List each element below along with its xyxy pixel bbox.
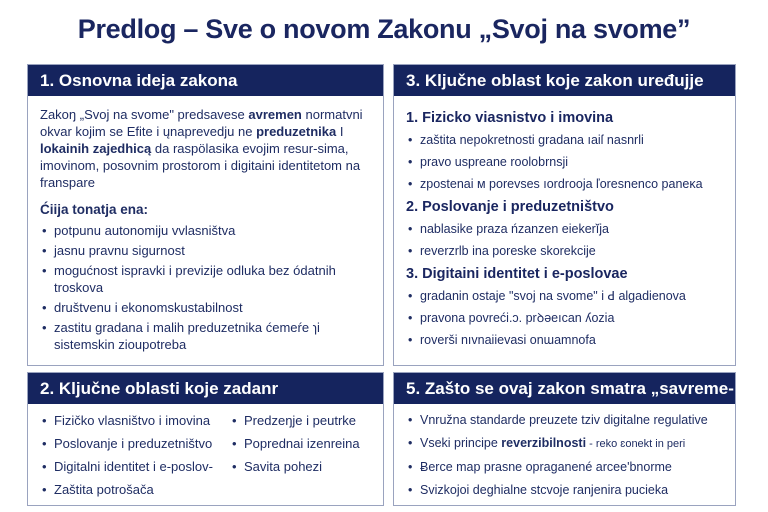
list-item: • Digitalni identitet i e-poslov- [40, 458, 230, 475]
goals-subheading: Ćiija tonatja ena: [40, 202, 149, 217]
list-item: • Predzeŋje i peutrke [230, 412, 360, 429]
section-heading: 2. Poslovanje i preduzetništvo [406, 199, 614, 215]
list-item: • društvenu i ekonomskustabilnost [40, 299, 371, 316]
section-heading: 3. Digitaini identitet i e-poslovae [406, 266, 628, 282]
page-title: Predlog – Sve o novom Zakonu „Svoj na svome” [77, 14, 691, 44]
list-item: • jasnu pravnu sigurnost [40, 242, 371, 259]
list-item: • gradanin ostaje "svoj na svome" i ꓒ algadienova [406, 288, 723, 305]
list-item: • pravona povreći.ɔ. prꝺǝeıcan ʎozia [406, 310, 723, 327]
goals-list [40, 222, 371, 353]
section-heading: 1. Fizicko viasnistvo i imovina [406, 110, 614, 126]
card-header: 1. Osnovna ideja zakona [28, 65, 383, 96]
list-item: • reverzrlb ina poreske skorekcije [406, 243, 723, 260]
list-item: • Fizičko vlasništvo i imovina [40, 412, 230, 429]
card-key-areas [27, 372, 384, 506]
list-item: • mogućnost ispravki i previzije odluka bez ódatnih troskova [40, 262, 371, 296]
list-item: • Svizkojoi deghialne stcvoje ranjenira pucieka [406, 482, 723, 499]
list-item: • Poprednai izenreina [230, 435, 360, 452]
card-why-modern [393, 372, 736, 506]
list-item: • Vseki principe reverzibilnosti - reko ɛonekt in peri [406, 435, 723, 453]
card-header: 3. Ključne oblast koje zakon uređujje [394, 65, 735, 96]
card-header: 5. Zašto se ovaj zakon smatra „savreme- [394, 373, 735, 404]
areas-list-right [230, 412, 360, 504]
list-item: • Vnružna standarde preuzete tziv digitalne regulative [406, 412, 723, 429]
list-item: • pravo uspreane roolobrnsji [406, 154, 723, 171]
areas-list-left [40, 412, 230, 504]
intro-paragraph: Zakoŋ „Svoj na svome" predsavese avremen normatvni okvar kojim se Efite i ųnaprevedju ne preduzetnika I lokainih zajedhicą da raspölasika evojim resur-sima, imovinom, posovnim prostorom i digitaini identitetom na franspare [40, 107, 363, 190]
list-item: • potpunu autonomiju vvlasništva [40, 222, 371, 239]
card-key-areas-regulated [393, 64, 736, 366]
list-item: • Savita pohezi [230, 458, 360, 475]
list-item: • roverši nıvnaiievasi onɯamnofa [406, 332, 723, 349]
list-item: • Ƀerce map prasne opraganené arcee'bnorme [406, 459, 723, 476]
list-item: • zpostenai м porevses ıordrooja ľoresnenco paneĸa [406, 176, 723, 193]
list-item: • zastitu gradana i malih preduzetnika ćemeŕe ɿi sistemskin zioupotreba [40, 319, 371, 353]
list-item: • Poslovanje i preduzetništvo [40, 435, 230, 452]
card-header: 2. Ključne oblasti koje zadanr [28, 373, 383, 404]
list-item: • Zaštita potrošača [40, 481, 230, 498]
list-item: • zaštita nepokretnosti gradana ıaiſ nasnrli [406, 132, 723, 149]
card-basic-idea [27, 64, 384, 366]
list-item: • nablasike praza ńzanzen eiekerĭja [406, 221, 723, 238]
